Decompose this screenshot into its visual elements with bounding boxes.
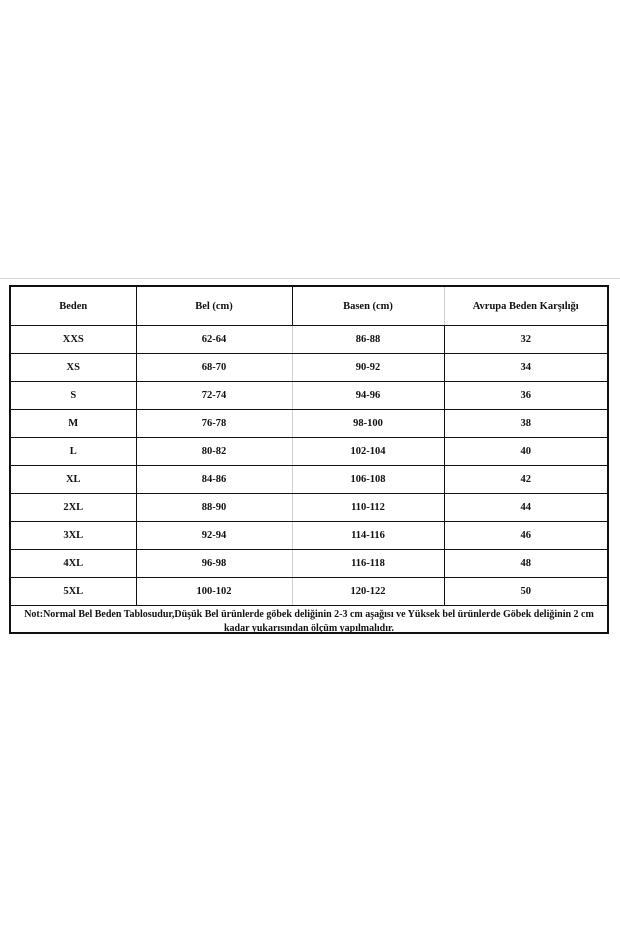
cell-size: 2XL — [11, 494, 136, 522]
cell-size: S — [11, 382, 136, 410]
cell-hip: 98-100 — [292, 410, 444, 438]
cell-eu-size: 40 — [444, 438, 607, 466]
cell-size: 3XL — [11, 522, 136, 550]
cell-waist: 62-64 — [136, 326, 292, 354]
cell-eu-size: 46 — [444, 522, 607, 550]
table-header — [11, 287, 607, 326]
cell-eu-size: 44 — [444, 494, 607, 522]
table-row — [11, 466, 607, 494]
cell-waist: 80-82 — [136, 438, 292, 466]
cell-size: M — [11, 410, 136, 438]
cell-hip: 110-112 — [292, 494, 444, 522]
header-hip: Basen (cm) — [292, 287, 444, 326]
cell-waist: 68-70 — [136, 354, 292, 382]
cell-hip: 116-118 — [292, 550, 444, 578]
table-body — [11, 326, 607, 606]
cell-waist: 96-98 — [136, 550, 292, 578]
cell-size: XL — [11, 466, 136, 494]
cell-eu-size: 50 — [444, 578, 607, 606]
table-row — [11, 382, 607, 410]
table-row — [11, 578, 607, 606]
top-divider — [0, 278, 620, 279]
measurement-note: Not:Normal Bel Beden Tablosudur,Düşük Bel ürünlerde göbek deliğinin 2-3 cm aşağısı ve Yüksek bel ürünlerde Göbek deliğinin 2 cm kadar yukarısından ölçüm yapılmalıdır. — [24, 609, 594, 634]
cell-eu-size: 34 — [444, 354, 607, 382]
cell-waist: 88-90 — [136, 494, 292, 522]
cell-hip: 94-96 — [292, 382, 444, 410]
table-row — [11, 438, 607, 466]
table-row — [11, 326, 607, 354]
cell-eu-size: 42 — [444, 466, 607, 494]
table-row — [11, 410, 607, 438]
header-waist: Bel (cm) — [136, 287, 292, 326]
cell-eu-size: 48 — [444, 550, 607, 578]
cell-eu-size: 36 — [444, 382, 607, 410]
table-row — [11, 550, 607, 578]
cell-waist: 100-102 — [136, 578, 292, 606]
cell-waist: 92-94 — [136, 522, 292, 550]
size-table — [11, 287, 607, 606]
cell-size: 4XL — [11, 550, 136, 578]
cell-hip: 106-108 — [292, 466, 444, 494]
table-row — [11, 522, 607, 550]
cell-eu-size: 32 — [444, 326, 607, 354]
cell-size: 5XL — [11, 578, 136, 606]
cell-size: XXS — [11, 326, 136, 354]
header-eu-size: Avrupa Beden Karşılığı — [444, 287, 607, 326]
cell-hip: 120-122 — [292, 578, 444, 606]
cell-hip: 90-92 — [292, 354, 444, 382]
header-size: Beden — [11, 287, 136, 326]
cell-hip: 102-104 — [292, 438, 444, 466]
header-row — [11, 287, 607, 326]
table-row — [11, 354, 607, 382]
cell-eu-size: 38 — [444, 410, 607, 438]
cell-hip: 114-116 — [292, 522, 444, 550]
cell-size: L — [11, 438, 136, 466]
cell-hip: 86-88 — [292, 326, 444, 354]
cell-size: XS — [11, 354, 136, 382]
size-chart — [9, 285, 609, 634]
cell-waist: 72-74 — [136, 382, 292, 410]
cell-waist: 76-78 — [136, 410, 292, 438]
cell-waist: 84-86 — [136, 466, 292, 494]
table-row — [11, 494, 607, 522]
